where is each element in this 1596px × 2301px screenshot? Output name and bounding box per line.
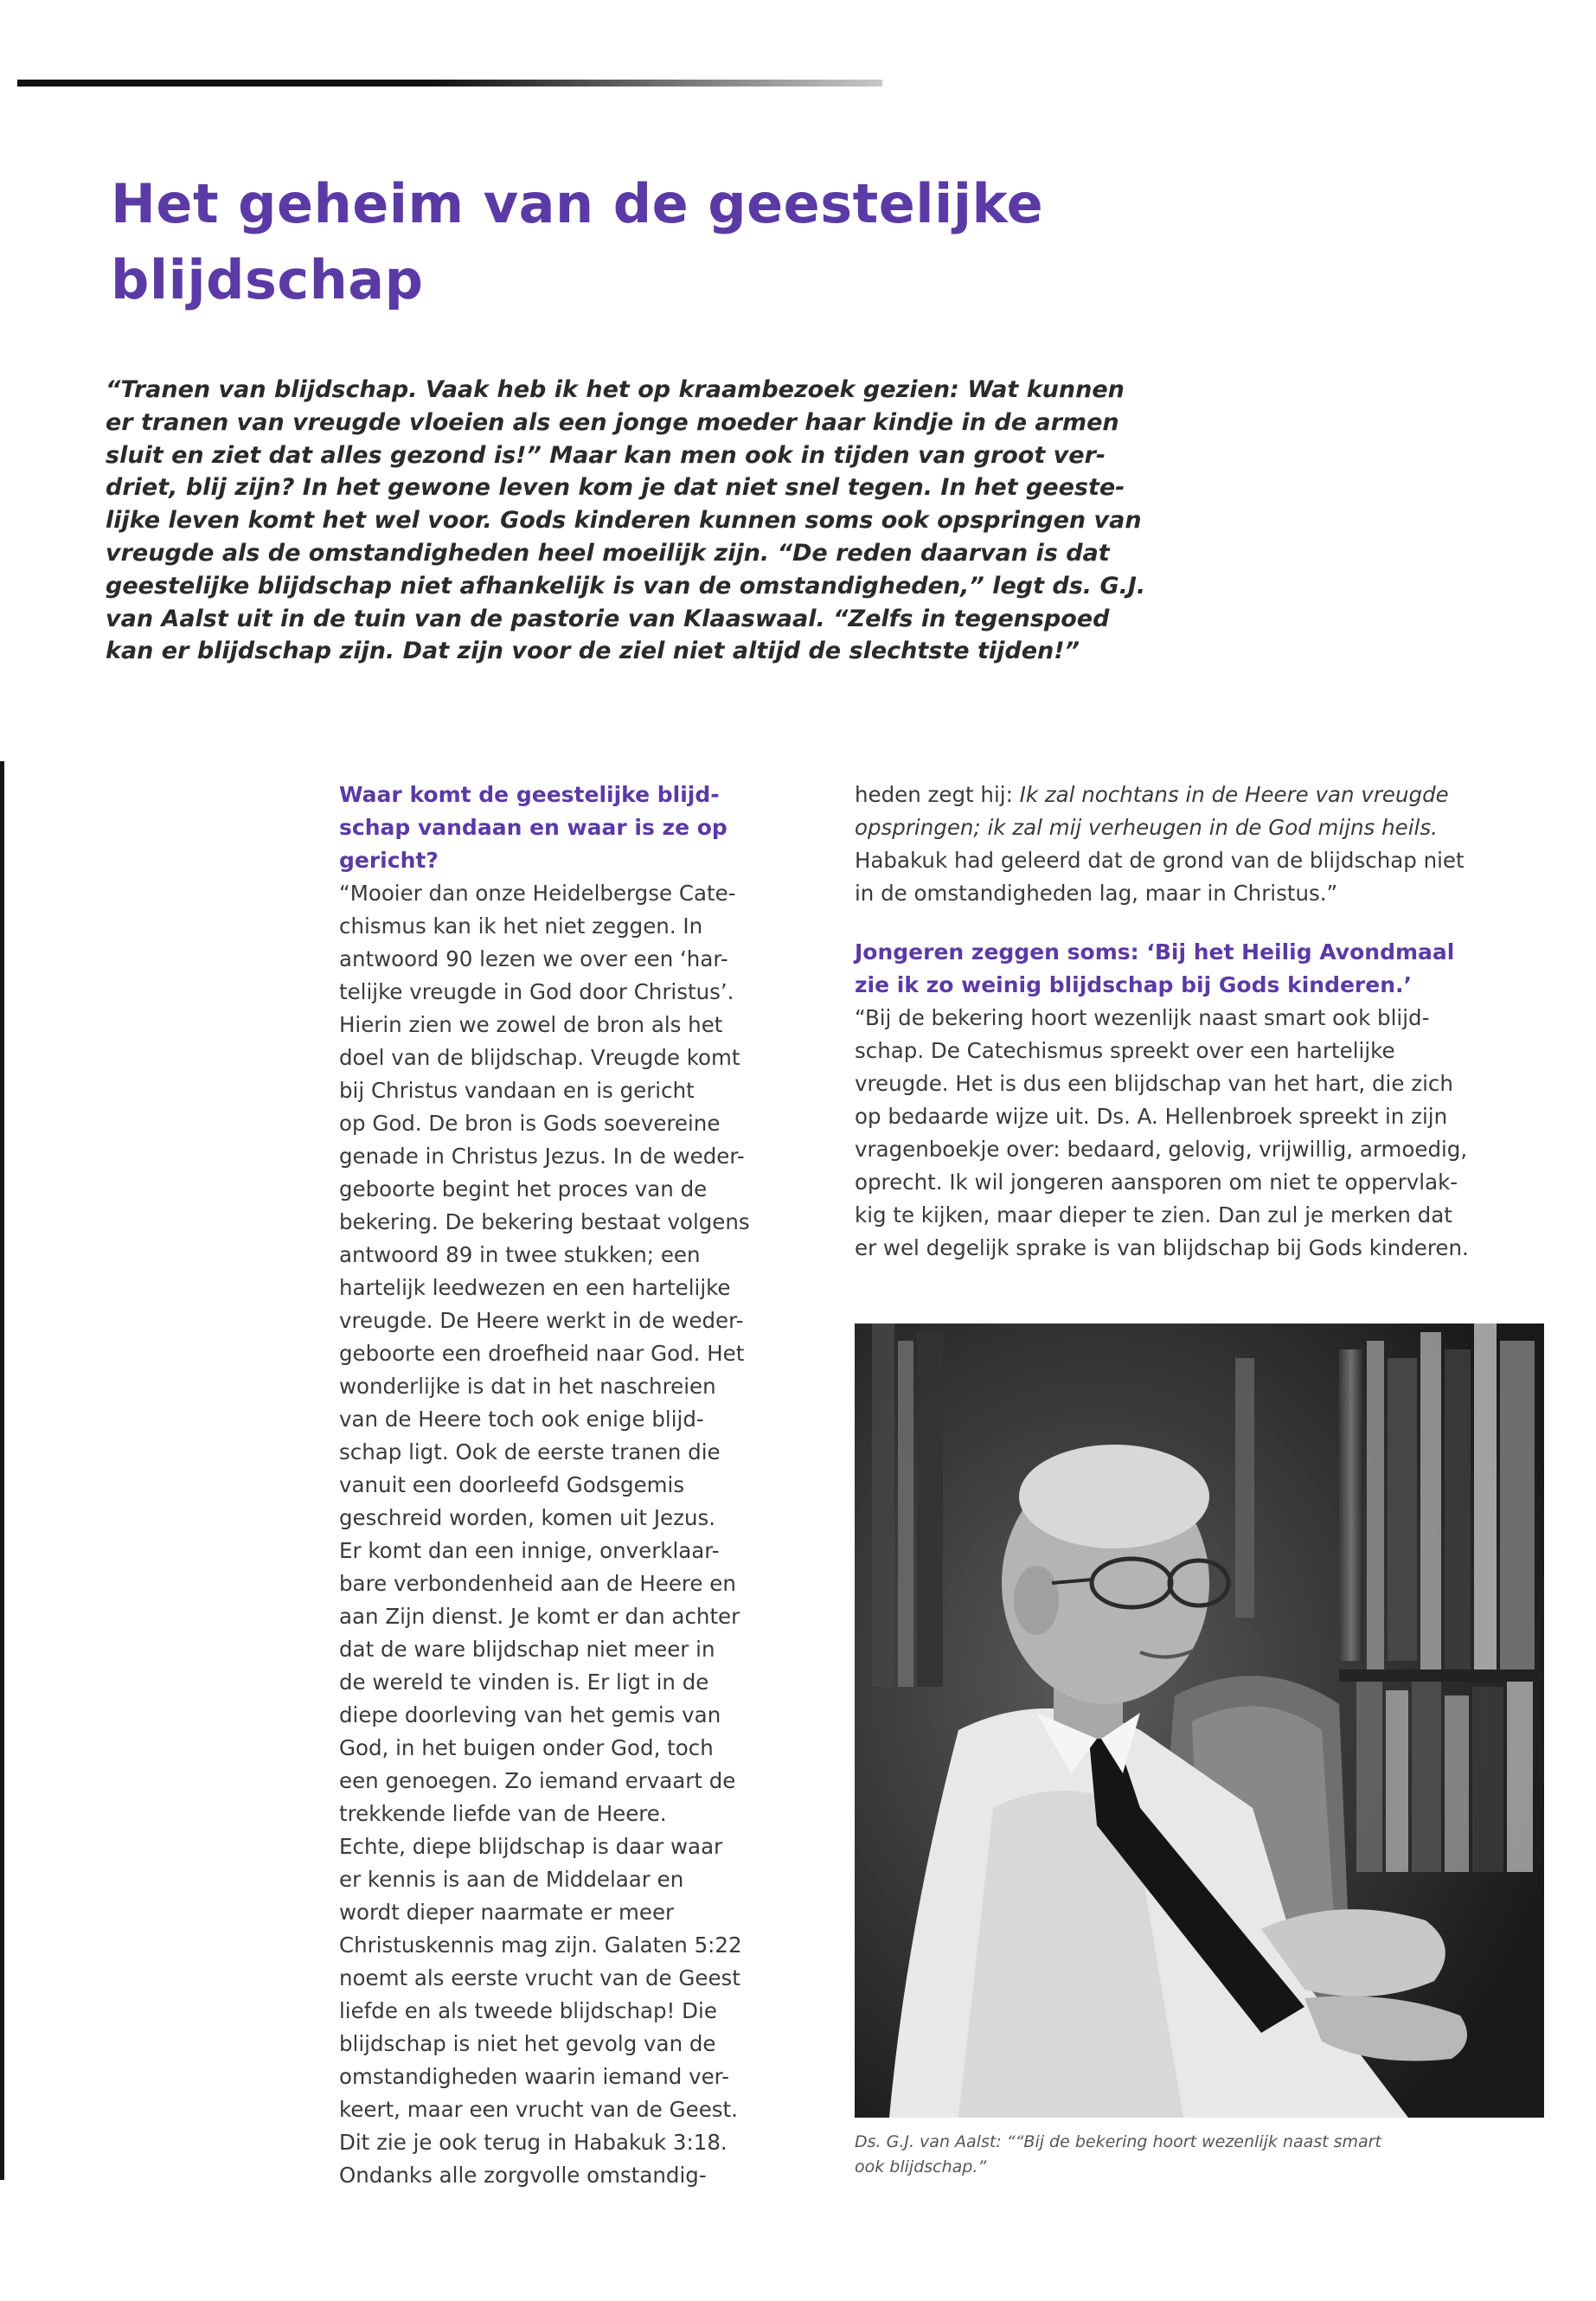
body-line: keert, maar een vrucht van de Geest.: [339, 2097, 738, 2122]
body-line: vreugde. De Heere werkt in de weder-: [339, 1308, 744, 1333]
body-line: Habakuk had geleerd dat de grond van de blijdschap niet: [855, 848, 1465, 873]
body-line: bare verbondenheid aan de Heere en: [339, 1571, 736, 1596]
body-line: de wereld te vinden is. Er ligt in de: [339, 1670, 709, 1695]
top-rule: [17, 80, 882, 87]
scan-edge: [0, 761, 4, 2180]
intro-line: “Tranen van blijdschap. Vaak heb ik het op kraambezoek gezien: Wat kunnen: [106, 376, 1125, 403]
body-line: er kennis is aan de Middelaar en: [339, 1867, 684, 1892]
title-line: Het geheim van de geestelijke: [111, 172, 1044, 235]
body-line: in de omstandigheden lag, maar in Christus.”: [855, 881, 1338, 906]
intro-line: driet, blij zijn? In het gewone leven kom je dat niet snel tegen. In het geeste-: [106, 474, 1125, 502]
body-line: aan Zijn dienst. Je komt er dan achter: [339, 1604, 740, 1629]
right-continuation: [855, 779, 1547, 910]
intro-line: kan er blijdschap zijn. Dat zijn voor de ziel niet altijd de slechtste tijden!”: [106, 638, 1080, 665]
body-line: “Bij de bekering hoort wezenlijk naast smart ook blijd-: [855, 1005, 1430, 1030]
body-line: geschreid worden, komen uit Jezus.: [339, 1505, 716, 1530]
body-line: diepe doorleving van het gemis van: [339, 1702, 721, 1727]
body-line: oprecht. Ik wil jongeren aansporen om niet te oppervlak-: [855, 1170, 1458, 1195]
body-line: kig te kijken, maar dieper te zien. Dan zul je merken dat: [855, 1202, 1452, 1227]
body-line: schap. De Catechismus spreekt over een hartelijke: [855, 1038, 1395, 1063]
body-line: antwoord 90 lezen we over een ‘har-: [339, 946, 728, 971]
body-line: bekering. De bekering bestaat volgens: [339, 1209, 750, 1234]
article-title: [111, 166, 1235, 318]
body-line: omstandigheden waarin iemand ver-: [339, 2064, 730, 2089]
body-line: chismus kan ik het niet zeggen. In: [339, 913, 703, 939]
body-line: Echte, diepe blijdschap is daar waar: [339, 1834, 723, 1859]
caption-line: Ds. G.J. van Aalst: ““Bij de bekering hoort wezenlijk naast smart: [855, 2132, 1381, 2151]
body-line: op God. De bron is Gods soevereine: [339, 1111, 721, 1136]
body-line: antwoord 89 in twee stukken; een: [339, 1242, 701, 1267]
body-line: God, in het buigen onder God, toch: [339, 1735, 714, 1760]
intro-line: lijke leven komt het wel voor. Gods kinderen kunnen soms ook opspringen van: [106, 507, 1142, 535]
article-intro: [106, 374, 1213, 668]
right-body: [855, 1002, 1547, 1265]
heading-line: Jongeren zeggen soms: ‘Bij het Heilig Avondmaal: [855, 939, 1455, 965]
body-line-plain: heden zegt hij:: [855, 782, 1020, 807]
heading-line: gericht?: [339, 848, 439, 873]
left-column: [339, 779, 824, 2192]
left-heading: [339, 779, 824, 877]
body-line: trekkende liefde van de Heere.: [339, 1801, 667, 1826]
body-line: vragenboekje over: bedaard, gelovig, vrijwillig, armoedig,: [855, 1137, 1468, 1162]
body-line: Hierin zien we zowel de bron als het: [339, 1012, 723, 1037]
intro-line: geestelijke blijdschap niet afhankelijk is van de omstandigheden,” legt ds. G.J.: [106, 572, 1146, 599]
body-line: geboorte een droefheid naar God. Het: [339, 1341, 745, 1366]
heading-line: Waar komt de geestelijke blijd-: [339, 782, 720, 807]
body-line: hartelijk leedwezen en een hartelijke: [339, 1275, 731, 1300]
body-line: [855, 779, 1547, 811]
left-body: [339, 877, 824, 2192]
body-line: vanuit een doorleefd Godsgemis: [339, 1472, 685, 1497]
photo-caption: [855, 2130, 1547, 2180]
intro-line: vreugde als de omstandigheden heel moeilijk zijn. “De reden daarvan is dat: [106, 539, 1110, 567]
intro-line: er tranen van vreugde vloeien als een jonge moeder haar kindje in de armen: [106, 408, 1119, 436]
title-line: blijdschap: [111, 248, 424, 311]
body-line: wonderlijke is dat in het naschreien: [339, 1374, 716, 1399]
right-column: [855, 779, 1547, 1265]
scripture-quote: Ik zal nochtans in de Heere van vreugde: [1019, 782, 1449, 807]
body-line: Dit zie je ook terug in Habakuk 3:18.: [339, 2130, 727, 2155]
intro-line: sluit en ziet dat alles gezond is!” Maar kan men ook in tijden van groot ver-: [106, 441, 1106, 469]
scripture-quote: opspringen; ik zal mij verheugen in de God mijns heils.: [855, 815, 1438, 840]
body-line: van de Heere toch ook enige blijd-: [339, 1407, 704, 1432]
body-line: telijke vreugde in God door Christus’.: [339, 979, 734, 1004]
body-line: bij Christus vandaan en is gericht: [339, 1078, 695, 1103]
heading-line: schap vandaan en waar is ze op: [339, 815, 727, 840]
heading-line: zie ik zo weinig blijdschap bij Gods kinderen.’: [855, 972, 1412, 997]
body-line: “Mooier dan onze Heidelbergse Cate-: [339, 881, 736, 906]
caption-line: ook blijdschap.”: [855, 2157, 987, 2176]
paragraph-gap: [855, 910, 1547, 936]
body-line: liefde en als tweede blijdschap! Die: [339, 1998, 717, 2023]
body-line: een genoegen. Zo iemand ervaart de: [339, 1768, 736, 1793]
body-line: op bedaarde wijze uit. Ds. A. Hellenbroek spreekt in zijn: [855, 1104, 1448, 1129]
body-line: vreugde. Het is dus een blijdschap van het hart, die zich: [855, 1071, 1453, 1096]
body-line: er wel degelijk sprake is van blijdschap bij Gods kinderen.: [855, 1235, 1469, 1260]
body-line: geboorte begint het proces van de: [339, 1176, 708, 1202]
body-line: Christuskennis mag zijn. Galaten 5:22: [339, 1932, 742, 1958]
body-line: schap ligt. Ook de eerste tranen die: [339, 1439, 721, 1465]
portrait-photo: [855, 1324, 1544, 2118]
body-line: doel van de blijdschap. Vreugde komt: [339, 1045, 740, 1070]
intro-line: van Aalst uit in de tuin van de pastorie van Klaaswaal. “Zelfs in tegenspoed: [106, 605, 1110, 632]
body-line: noemt als eerste vrucht van de Geest: [339, 1965, 740, 1990]
right-heading: [855, 936, 1547, 1002]
body-line: blijdschap is niet het gevolg van de: [339, 2031, 716, 2056]
body-line: dat de ware blijdschap niet meer in: [339, 1637, 715, 1662]
body-line: Ondanks alle zorgvolle omstandig-: [339, 2163, 707, 2188]
body-line: genade in Christus Jezus. In de weder-: [339, 1144, 745, 1169]
body-line: wordt dieper naarmate er meer: [339, 1900, 675, 1925]
body-line: Er komt dan een innige, onverklaar-: [339, 1538, 720, 1563]
